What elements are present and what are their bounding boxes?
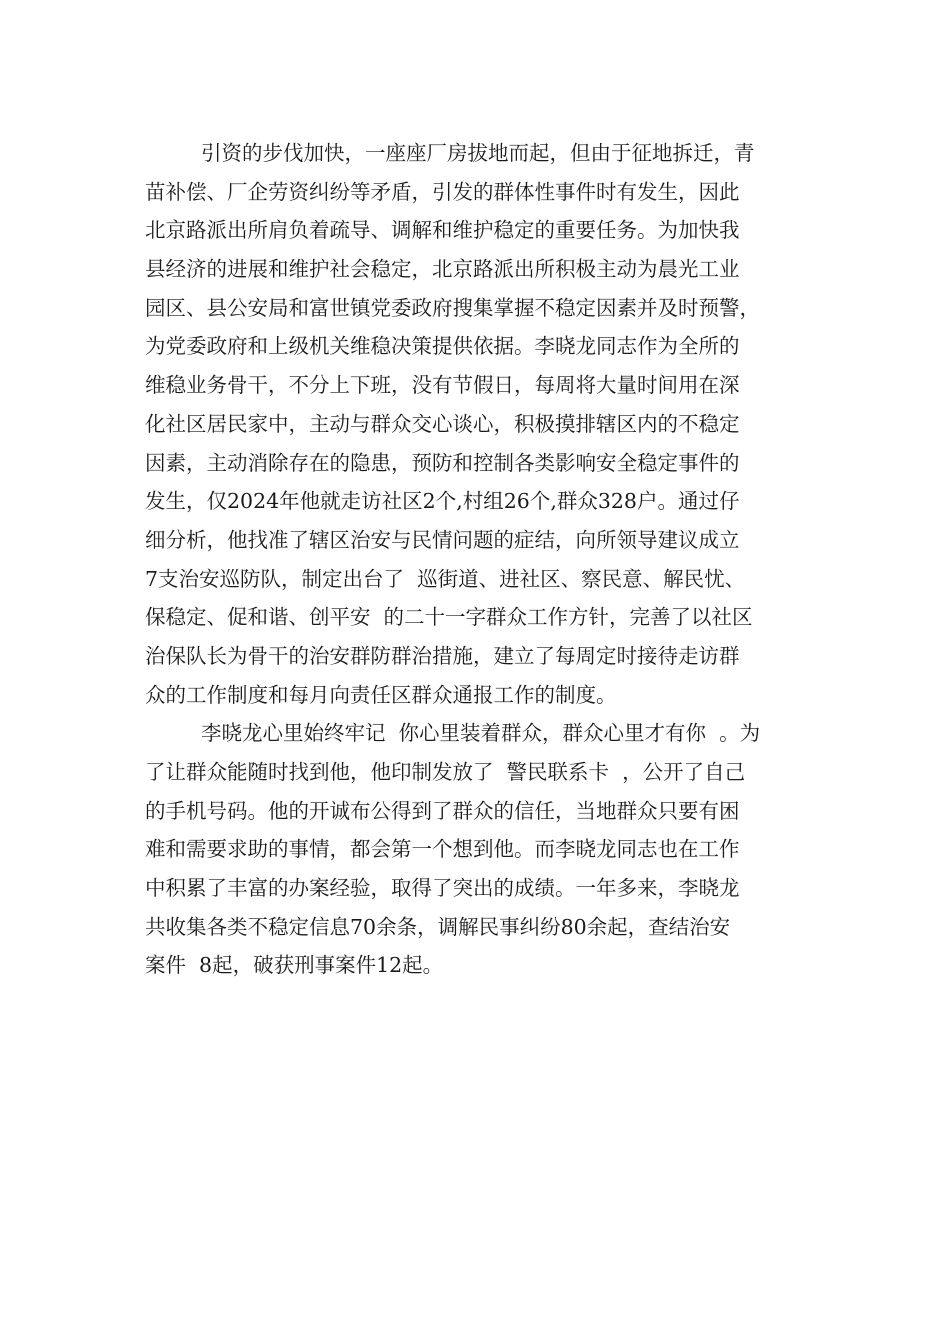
text-line: 中积累了丰富的办案经验，取得了突出的成绩。一年多来，李晓龙	[145, 876, 740, 901]
text-line: 园区、县公安局和富世镇党委政府搜集掌握不稳定因素并及时预警，	[145, 295, 760, 320]
text-line: 的手机号码。他的开诚布公得到了群众的信任，当地群众只要有困	[145, 798, 740, 823]
text-line: 化社区居民家中，主动与群众交心谈心，积极摸排辖区内的不稳定	[145, 411, 740, 436]
text-line: 县经济的进展和维护社会稳定，北京路派出所积极主动为晨光工业	[145, 257, 740, 282]
text-line: 7支治安巡防队，制定出台了 巡街道、进社区、察民意、解民忧、	[145, 566, 746, 591]
text-line: 众的工作制度和每月向责任区群众通报工作的制度。	[145, 682, 617, 707]
text-line: 苗补偿、厂企劳资纠纷等矛盾，引发的群体性事件时有发生，因此	[145, 179, 740, 204]
text-line: 难和需要求助的事情，都会第一个想到他。而李晓龙同志也在工作	[145, 837, 740, 862]
text-line: 引资的步伐加快，一座座厂房拔地而起，但由于征地拆迁，青	[201, 141, 755, 165]
text-line: 北京路派出所肩负着疏导、调解和维护稳定的重要任务。为加快我	[145, 218, 740, 243]
text-line: 因素，主动消除存在的隐患，预防和控制各类影响安全稳定事件的	[145, 450, 740, 475]
text-line: 为党委政府和上级机关维稳决策提供依据。李晓龙同志作为全所的	[145, 334, 740, 359]
text-line: 维稳业务骨干，不分上下班，没有节假日，每周将大量时间用在深	[145, 373, 740, 398]
text-line: 发生，仅2024年他就走访社区2个,村组26个,群众328户。通过仔	[145, 489, 740, 514]
text-line: 保稳定、促和谐、创平安 的二十一字群众工作方针，完善了以社区	[145, 605, 753, 630]
text-line: 李晓龙心里始终牢记 你心里装着群众，群众心里才有你 。为	[201, 721, 761, 746]
text-line: 了让群众能随时找到他，他印制发放了 警民联系卡 ，公开了自己	[145, 760, 746, 784]
text-line: 案件 8起，破获刑事案件12起。	[145, 953, 444, 978]
text-line: 细分析，他找准了辖区治安与民情问题的症结，向所领导建议成立	[145, 527, 740, 552]
text-line: 治保队长为骨干的治安群防群治措施，建立了每周定时接待走访群	[145, 643, 740, 668]
document-body	[145, 134, 815, 985]
text-line: 共收集各类不稳定信息70余条，调解民事纠纷80余起，查结治安	[145, 914, 731, 939]
